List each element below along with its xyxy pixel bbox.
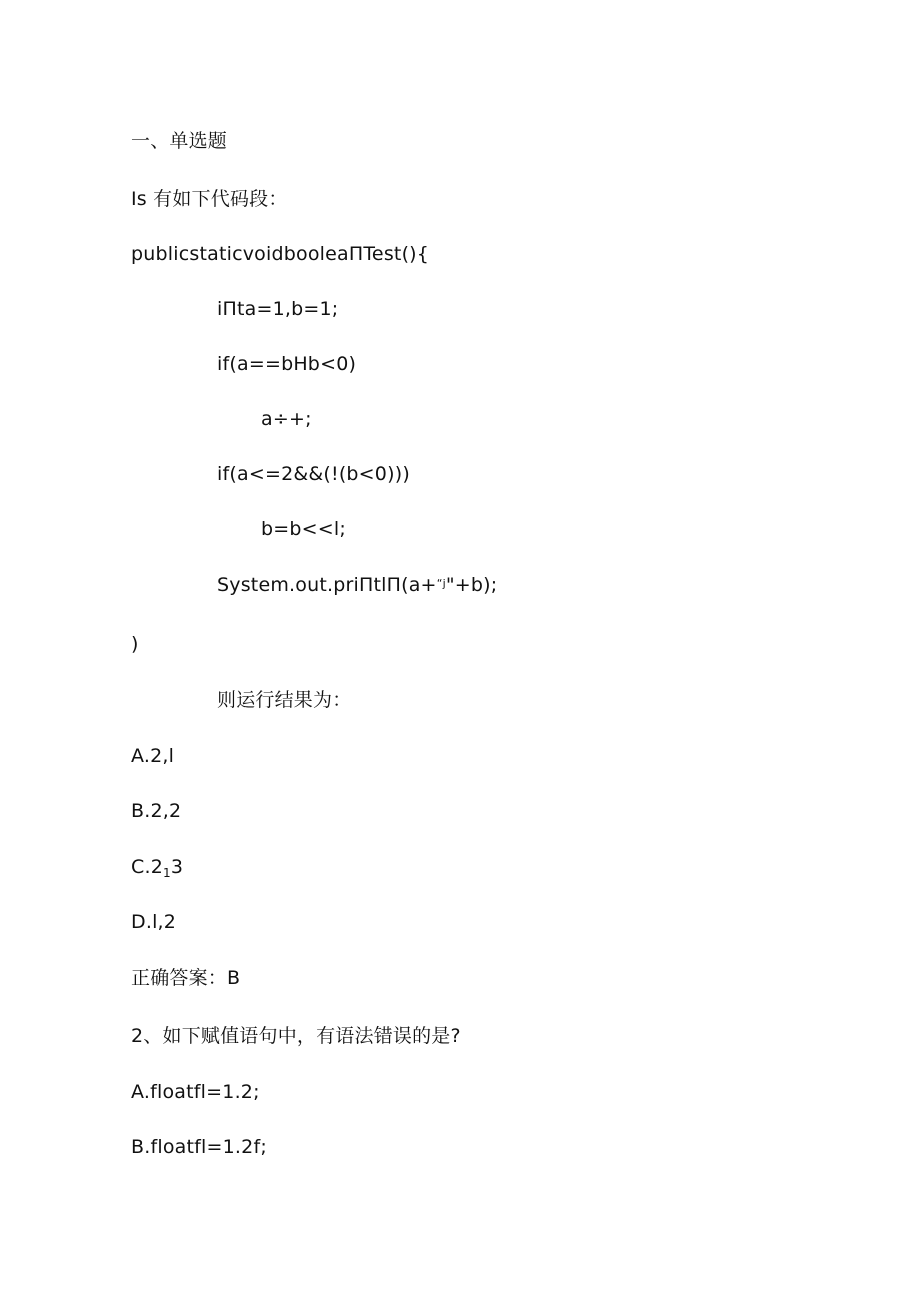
- question-1-option-c: [131, 855, 183, 885]
- question-1-option-a: A.2,l: [131, 745, 175, 767]
- question-2-option-a: A.floatfl=1.2;: [131, 1081, 260, 1103]
- question-2-stem: 2、如下赋值语句中，有语法错误的是?: [131, 1025, 461, 1047]
- question-1-answer: 正确答案：B: [131, 967, 241, 989]
- option-c-start: C.2: [131, 856, 163, 878]
- question-1-option-b: B.2,2: [131, 800, 182, 822]
- code-line-7-mark: “j: [436, 577, 446, 590]
- option-c-subscript: 1: [163, 866, 171, 880]
- question-1-option-d: D.l,2: [131, 911, 177, 933]
- question-1-stem: Is 有如下代码段：: [131, 188, 288, 210]
- code-line-6: b=b<<l;: [261, 518, 346, 540]
- code-line-2: iΠta=1,b=1;: [217, 298, 339, 320]
- code-line-3: if(a==bHb<0): [217, 353, 357, 375]
- code-line-4: a÷+;: [261, 408, 312, 430]
- question-1-prompt: 则运行结果为：: [217, 689, 352, 711]
- code-line-7-end: "+b);: [445, 574, 498, 596]
- section-title: 一、单选题: [131, 130, 228, 152]
- option-c-end: 3: [170, 856, 184, 878]
- code-line-5: if(a<=2&&(!(b<0))): [217, 463, 410, 485]
- question-2-option-b: B.floatfl=1.2f;: [131, 1136, 267, 1158]
- code-line-7-start: System.out.priΠtlΠ(a+: [217, 574, 437, 596]
- code-line-8: ): [131, 633, 139, 655]
- code-line-1: publicstaticvoidbooleaΠTest(){: [131, 243, 430, 265]
- code-line-7: [217, 572, 497, 597]
